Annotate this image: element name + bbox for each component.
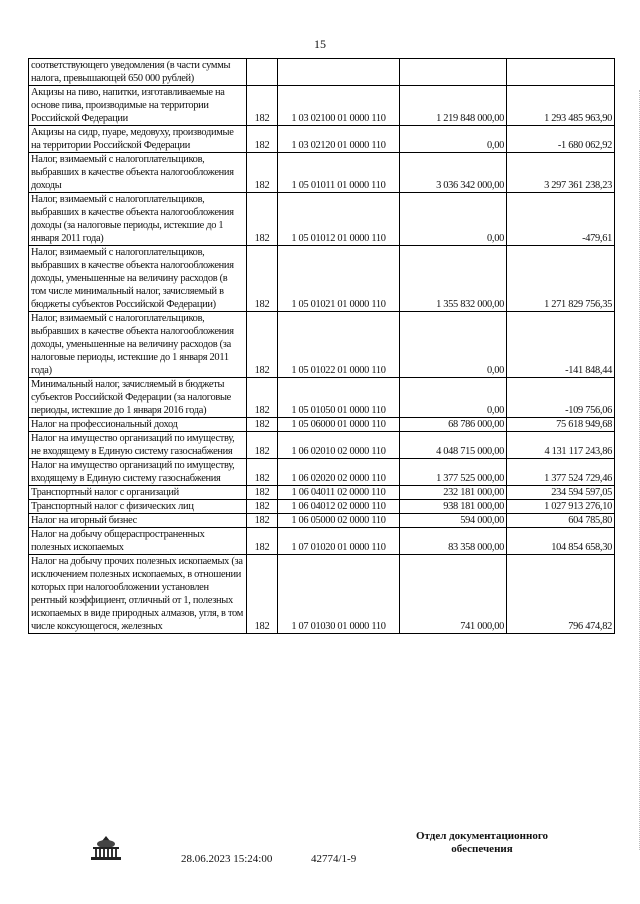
cell-name: Транспортный налог с физических лиц [29,500,247,514]
footer-document-number: 42774/1-9 [311,853,357,865]
page-number: 15 [314,37,326,51]
cell-fact [507,59,615,86]
cell-plan: 0,00 [400,193,507,246]
cell-plan: 594 000,00 [400,514,507,528]
table-row [29,555,615,634]
cell-fact: 796 474,82 [507,555,615,634]
cell-name: Налог, взимаемый с налогоплательщиков, выбравших в качестве объекта налогообложения доходы, уменьшенные на величину расходов (в том числе минимальный налог, зачисляемый в бюджеты субъектов Российской Федерации) [29,246,247,312]
revenue-table [28,58,615,634]
cell-fact: 104 854 658,30 [507,528,615,555]
table-row [29,486,615,500]
cell-plan: 3 036 342 000,00 [400,153,507,193]
cell-kbk: 1 06 04012 02 0000 110 [278,500,400,514]
table-row [29,153,615,193]
table-row [29,59,615,86]
cell-code: 182 [247,528,278,555]
cell-kbk: 1 05 01050 01 0000 110 [278,378,400,418]
cell-code [247,59,278,86]
cell-plan: 938 181 000,00 [400,500,507,514]
cell-code: 182 [247,153,278,193]
table-row [29,418,615,432]
cell-plan: 0,00 [400,378,507,418]
cell-fact: 1 293 485 963,90 [507,86,615,126]
table-row [29,126,615,153]
cell-fact: -1 680 062,92 [507,126,615,153]
cell-fact: 234 594 597,05 [507,486,615,500]
cell-code: 182 [247,486,278,500]
cell-name: Минимальный налог, зачисляемый в бюджеты субъектов Российской Федерации (за налоговые периоды, истекшие до 1 января 2016 года) [29,378,247,418]
cell-code: 182 [247,500,278,514]
cell-plan: 4 048 715 000,00 [400,432,507,459]
cell-name: Налог на профессиональный доход [29,418,247,432]
footer-department-line2: обеспечения [451,843,513,855]
cell-code: 182 [247,418,278,432]
cell-plan: 0,00 [400,126,507,153]
cell-name: Налог на игорный бизнес [29,514,247,528]
table-row [29,514,615,528]
cell-name: соответствующего уведомления (в части суммы налога, превышающей 650 000 рублей) [29,59,247,86]
cell-plan: 68 786 000,00 [400,418,507,432]
scan-edge-marks [635,90,640,850]
cell-kbk: 1 07 01030 01 0000 110 [278,555,400,634]
cell-fact: 4 131 117 243,86 [507,432,615,459]
table-row [29,500,615,514]
cell-fact: -141 848,44 [507,312,615,378]
footer-department [398,830,566,856]
table-row [29,528,615,555]
cell-code: 182 [247,378,278,418]
table-body [29,59,615,634]
cell-kbk: 1 05 01012 01 0000 110 [278,193,400,246]
cell-name: Налог на добычу прочих полезных ископаемых (за исключением полезных ископаемых, в отношении которых при налогообложении установлен рентный коэффициент, отличный от 1, полезных ископаемых в виде природных алмазов, угля, в том числе коксующегося, железных [29,555,247,634]
cell-code: 182 [247,312,278,378]
cell-plan: 0,00 [400,312,507,378]
cell-code: 182 [247,555,278,634]
cell-name: Налог, взимаемый с налогоплательщиков, выбравших в качестве объекта налогообложения доходы [29,153,247,193]
table-row [29,86,615,126]
cell-name: Налог, взимаемый с налогоплательщиков, выбравших в качестве объекта налогообложения доходы, уменьшенные на величину расходов (за налоговые периоды, истекшие до 1 января 2011 года) [29,312,247,378]
cell-fact: -109 756,06 [507,378,615,418]
cell-plan: 1 355 832 000,00 [400,246,507,312]
table-row [29,432,615,459]
cell-name: Налог на имущество организаций по имуществу, не входящему в Единую систему газоснабжения [29,432,247,459]
cell-kbk: 1 05 01021 01 0000 110 [278,246,400,312]
cell-plan: 1 377 525 000,00 [400,459,507,486]
cell-fact: 1 027 913 276,10 [507,500,615,514]
cell-fact: -479,61 [507,193,615,246]
cell-fact: 604 785,80 [507,514,615,528]
cell-kbk: 1 07 01020 01 0000 110 [278,528,400,555]
cell-kbk: 1 06 04011 02 0000 110 [278,486,400,500]
cell-kbk: 1 06 02020 02 0000 110 [278,459,400,486]
cell-name: Налог на добычу общераспространенных полезных ископаемых [29,528,247,555]
table-row [29,378,615,418]
cell-kbk [278,59,400,86]
cell-plan: 1 219 848 000,00 [400,86,507,126]
cell-kbk: 1 06 05000 02 0000 110 [278,514,400,528]
cell-code: 182 [247,459,278,486]
cell-kbk: 1 06 02010 02 0000 110 [278,432,400,459]
footer-datetime: 28.06.2023 15:24:00 [181,853,273,865]
cell-kbk: 1 03 02120 01 0000 110 [278,126,400,153]
cell-code: 182 [247,86,278,126]
cell-plan: 741 000,00 [400,555,507,634]
table-row [29,193,615,246]
cell-name: Налог, взимаемый с налогоплательщиков, выбравших в качестве объекта налогообложения доходы (за налоговые периоды, истекшие до 1 января 2011 года) [29,193,247,246]
table-row [29,246,615,312]
cell-fact: 1 271 829 756,35 [507,246,615,312]
cell-code: 182 [247,246,278,312]
cell-kbk: 1 05 01011 01 0000 110 [278,153,400,193]
cell-code: 182 [247,432,278,459]
cell-plan [400,59,507,86]
cell-name: Акцизы на пиво, напитки, изготавливаемые на основе пива, производимые на территории Российской Федерации [29,86,247,126]
parliament-building-icon [88,835,124,863]
cell-name: Акцизы на сидр, пуаре, медовуху, производимые на территории Российской Федерации [29,126,247,153]
cell-kbk: 1 05 01022 01 0000 110 [278,312,400,378]
cell-fact: 1 377 524 729,46 [507,459,615,486]
cell-plan: 232 181 000,00 [400,486,507,500]
cell-fact: 3 297 361 238,23 [507,153,615,193]
table-row [29,459,615,486]
cell-fact: 75 618 949,68 [507,418,615,432]
cell-kbk: 1 05 06000 01 0000 110 [278,418,400,432]
cell-code: 182 [247,126,278,153]
cell-name: Транспортный налог с организаций [29,486,247,500]
table-row [29,312,615,378]
cell-code: 182 [247,514,278,528]
cell-plan: 83 358 000,00 [400,528,507,555]
cell-code: 182 [247,193,278,246]
footer-department-line1: Отдел документационного [415,830,549,842]
cell-name: Налог на имущество организаций по имуществу, входящему в Единую систему газоснабжения [29,459,247,486]
cell-kbk: 1 03 02100 01 0000 110 [278,86,400,126]
